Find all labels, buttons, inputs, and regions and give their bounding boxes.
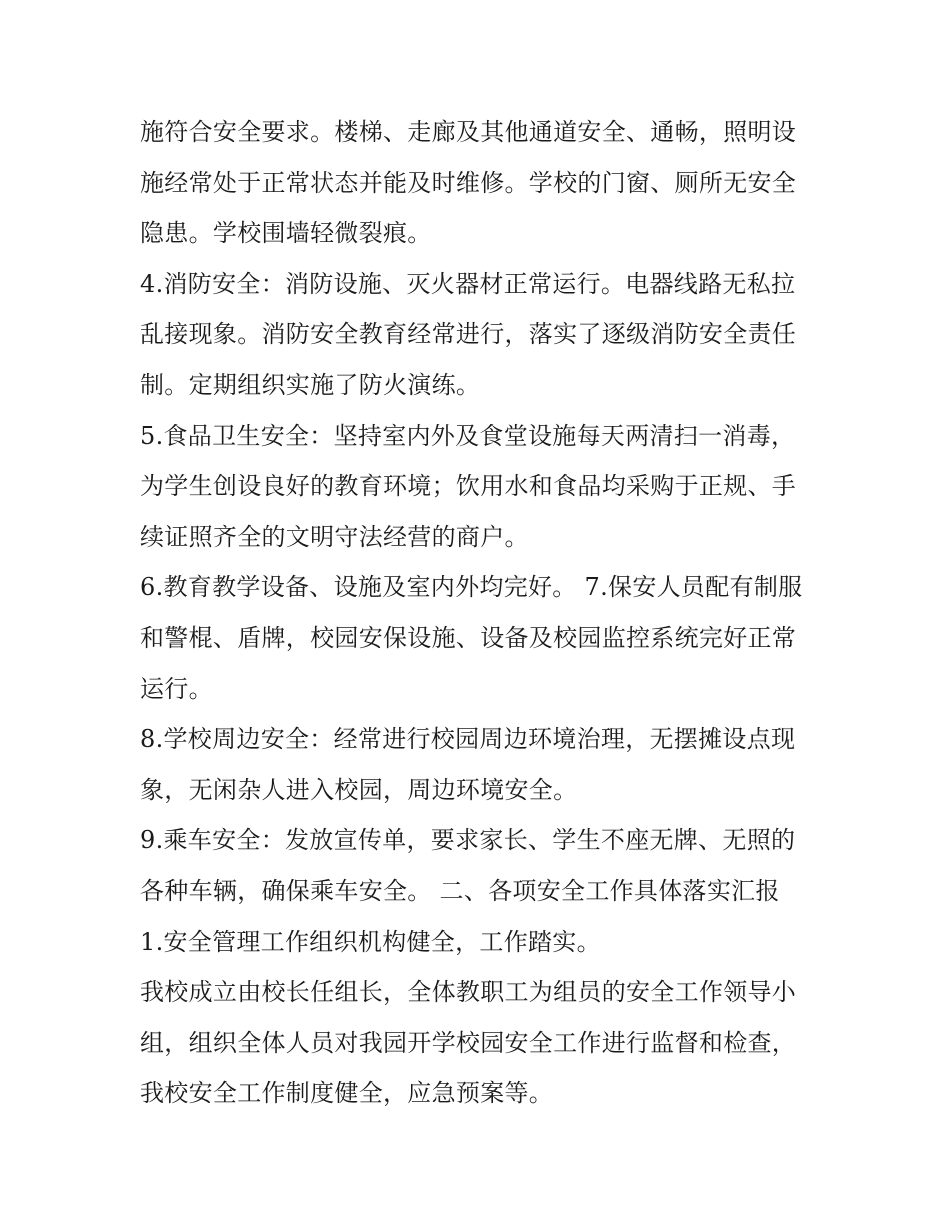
text-line: 4.消防安全：消防设施、灭火器材正常运行。电器线路无私拉	[140, 269, 796, 298]
text-line: 运行。	[140, 674, 213, 703]
text-line: 为学生创设良好的教育环境；饮用水和食品均采购于正规、手	[140, 472, 797, 501]
text-line: 象，无闲杂人进入校园，周边环境安全。	[140, 775, 578, 804]
text-line: 施经常处于正常状态并能及时维修。学校的门窗、厕所无安全	[140, 168, 797, 197]
text-line: 6.教育教学设备、设施及室内外均完好。 7.保安人员配有制服	[140, 573, 803, 602]
text-line: 施符合安全要求。楼梯、走廊及其他通道安全、通畅，照明设	[140, 118, 797, 146]
text-line: 续证照齐全的文明守法经营的商户。	[140, 522, 529, 551]
text-line: 9.乘车安全：发放宣传单，要求家长、学生不座无牌、无照的	[140, 826, 796, 855]
text-line: 我校安全工作制度健全，应急预案等。	[140, 1079, 554, 1108]
text-line: 各种车辆，确保乘车安全。 二、各项安全工作具体落实汇报	[140, 876, 780, 905]
text-line: 8.学校周边安全：经常进行校园周边环境治理，无摆摊设点现	[140, 725, 796, 754]
text-line: 乱接现象。消防安全教育经常进行，落实了逐级消防安全责任	[140, 320, 797, 349]
document-body	[140, 107, 820, 1119]
text-line: 和警棍、盾牌，校园安保设施、设备及校园监控系统完好正常	[140, 623, 797, 652]
text-line: 我校成立由校长任组长，全体教职工为组员的安全工作领导小	[140, 978, 797, 1007]
text-line: 1.安全管理工作组织机构健全，工作踏实。	[140, 927, 601, 956]
text-line: 隐患。学校围墙轻微裂痕。	[140, 219, 432, 248]
text-line: 5.食品卫生安全：坚持室内外及食堂设施每天两清扫一消毒，	[140, 421, 796, 450]
text-line: 组，组织全体人员对我园开学校园安全工作进行监督和检查，	[140, 1028, 797, 1057]
text-line: 制。定期组织实施了防火演练。	[140, 370, 481, 399]
